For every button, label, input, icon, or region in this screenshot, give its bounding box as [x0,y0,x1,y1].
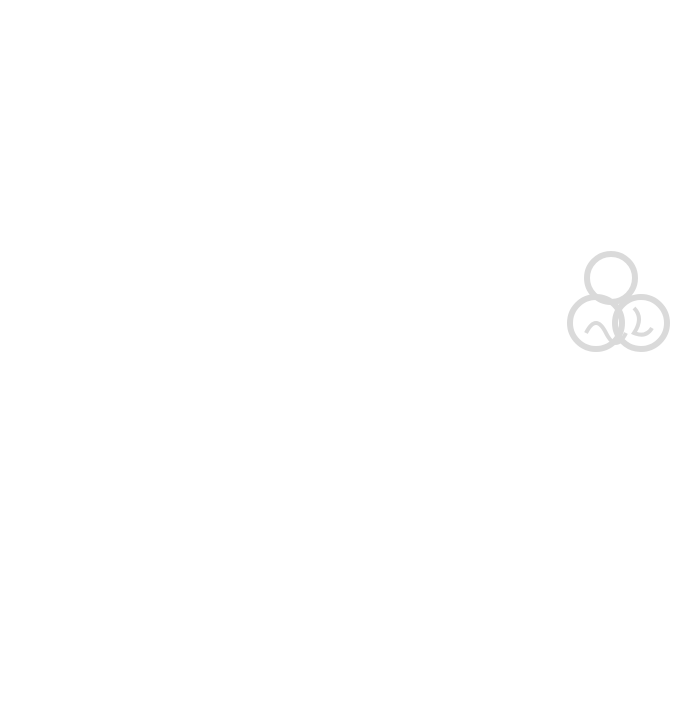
footer-strip [0,701,697,715]
